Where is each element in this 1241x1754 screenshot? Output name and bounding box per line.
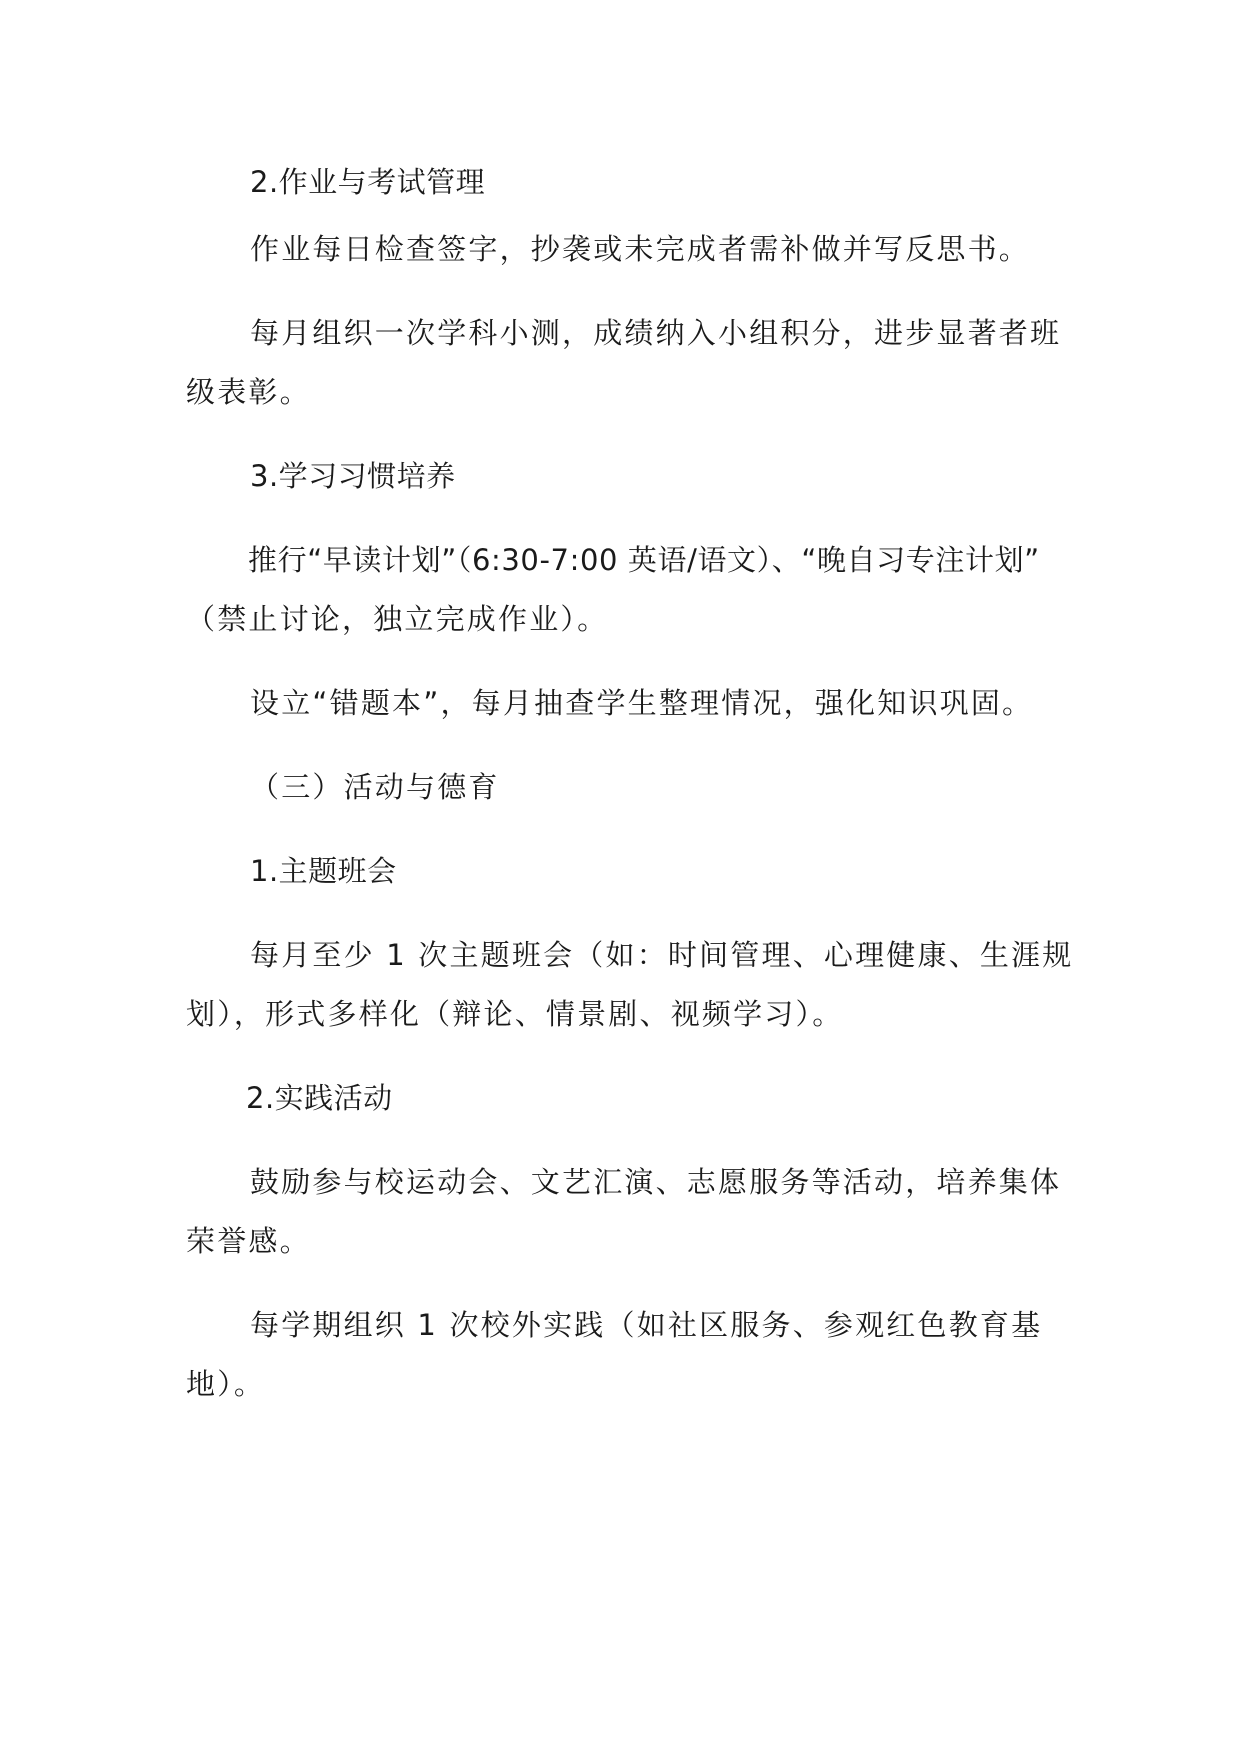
- paragraph-school-activities-line1: 鼓励参与校运动会、文艺汇演、志愿服务等活动，培养集体: [250, 1165, 1062, 1199]
- paragraph-reading-plan-line2: （禁止讨论，独立完成作业）。: [186, 602, 609, 636]
- paragraph-error-notebook: 设立“错题本”，每月抽查学生整理情况，强化知识巩固。: [250, 686, 1034, 720]
- paragraph-class-meeting-line1: 每月至少 1 次主题班会（如：时间管理、心理健康、生涯规: [250, 938, 1074, 972]
- paragraph-reading-plan-line1: 推行“早读计划”（6:30-7:00 英语/语文）、“晚自习专注计划”: [248, 543, 1040, 577]
- subsection-heading-class-meeting: 1.主题班会: [250, 854, 397, 888]
- paragraph-monthly-quiz-line1: 每月组织一次学科小测，成绩纳入小组积分，进步显著者班: [250, 316, 1062, 350]
- paragraph-offcampus-practice-line1: 每学期组织 1 次校外实践（如社区服务、参观红色教育基: [250, 1308, 1043, 1342]
- paragraph-monthly-quiz-line2: 级表彰。: [186, 375, 311, 409]
- paragraph-class-meeting-line2: 划），形式多样化（辩论、情景剧、视频学习）。: [186, 997, 844, 1031]
- subsection-heading-study-habits: 3.学习习惯培养: [250, 459, 456, 493]
- paragraph-school-activities-line2: 荣誉感。: [186, 1224, 311, 1258]
- paragraph-homework-check: 作业每日检查签字，抄袭或未完成者需补做并写反思书。: [250, 232, 1031, 266]
- paragraph-offcampus-practice-line2: 地）。: [186, 1367, 266, 1401]
- subsection-heading-practice-activities: 2.实践活动: [246, 1081, 393, 1115]
- subsection-heading-homework-exams: 2.作业与考试管理: [250, 165, 486, 199]
- section-heading-activities-moral-education: （三）活动与德育: [250, 770, 500, 804]
